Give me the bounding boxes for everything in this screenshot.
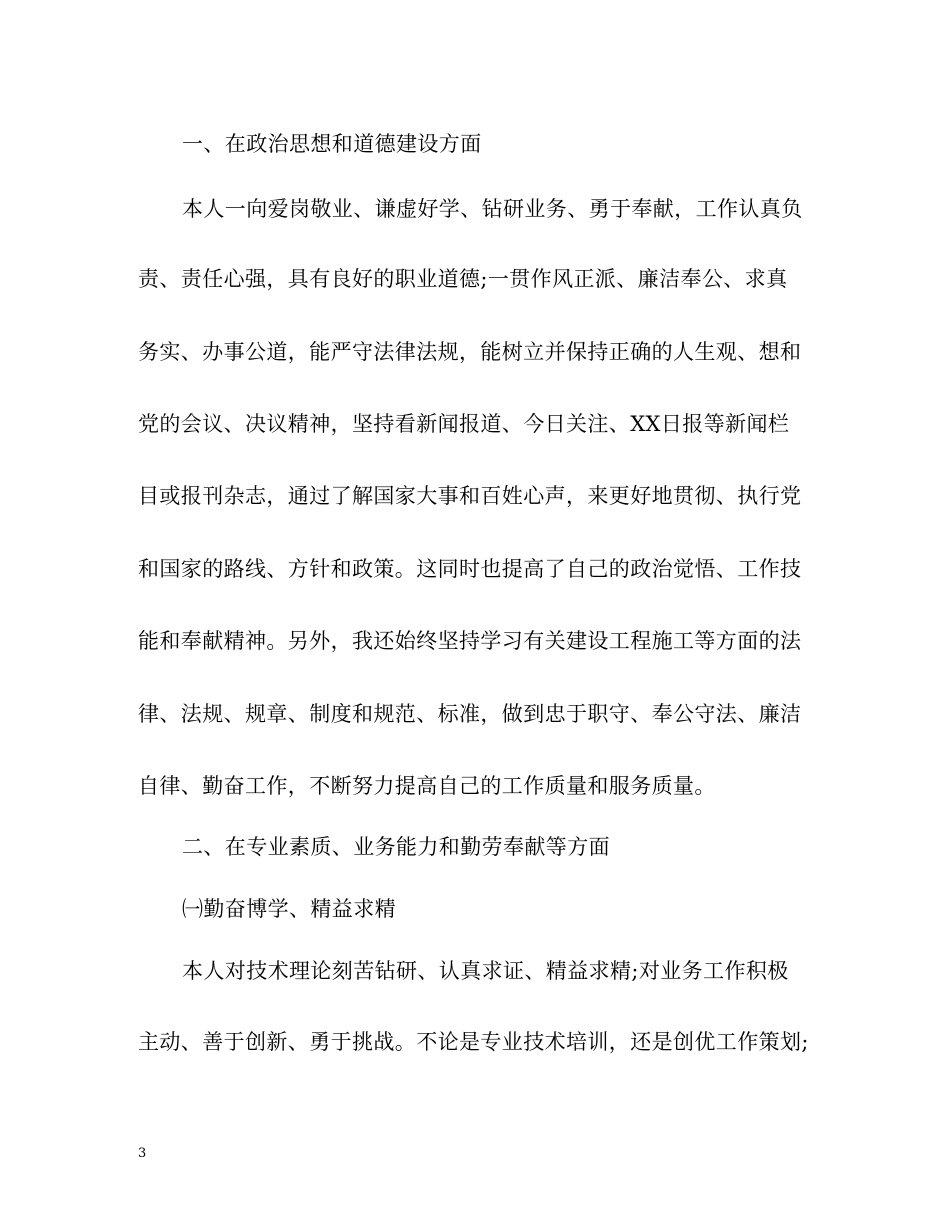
- paragraph-line: 本人对技术理论刻苦钻研、认真求证、精益求精;对业务工作积极: [182, 959, 789, 983]
- subsection-heading: ㈠勤奋博学、精益求精: [182, 897, 396, 921]
- paragraph-line: 主动、善于创新、勇于挑战。不论是专业技术培训，还是创优工作策划;: [138, 1030, 809, 1054]
- page-number: 3: [138, 1146, 147, 1161]
- paragraph-line: 责、责任心强，具有良好的职业道德;一贯作风正派、廉洁奉公、求真: [138, 267, 788, 291]
- paragraph-line: 和国家的路线、方针和政策。这同时也提高了自己的政治觉悟、工作技: [138, 557, 802, 581]
- paragraph-line: 目或报刊杂志，通过了解国家大事和百姓心声，来更好地贯彻、执行党: [138, 484, 802, 508]
- paragraph-line: 能和奉献精神。另外，我还始终坚持学习有关建设工程施工等方面的法: [138, 629, 802, 653]
- section-heading-2: 二、在专业素质、业务能力和勤劳奉献等方面: [182, 835, 610, 859]
- paragraph-line: 律、法规、规章、制度和规范、标准，做到忠于职守、奉公守法、廉洁: [138, 702, 802, 726]
- paragraph-line: 务实、办事公道，能严守法律法规，能树立并保持正确的人生观、想和: [138, 340, 802, 364]
- paragraph-line: 自律、勤奋工作，不断努力提高自己的工作质量和服务质量。: [138, 774, 716, 798]
- paragraph-line: 党的会议、决议精神，坚持看新闻报道、今日关注、XX日报等新闻栏: [138, 412, 790, 436]
- section-heading-1: 一、在政治思想和道德建设方面: [182, 132, 482, 156]
- paragraph-line: 本人一向爱岗敬业、谦虚好学、钻研业务、勇于奉献，工作认真负: [182, 197, 803, 221]
